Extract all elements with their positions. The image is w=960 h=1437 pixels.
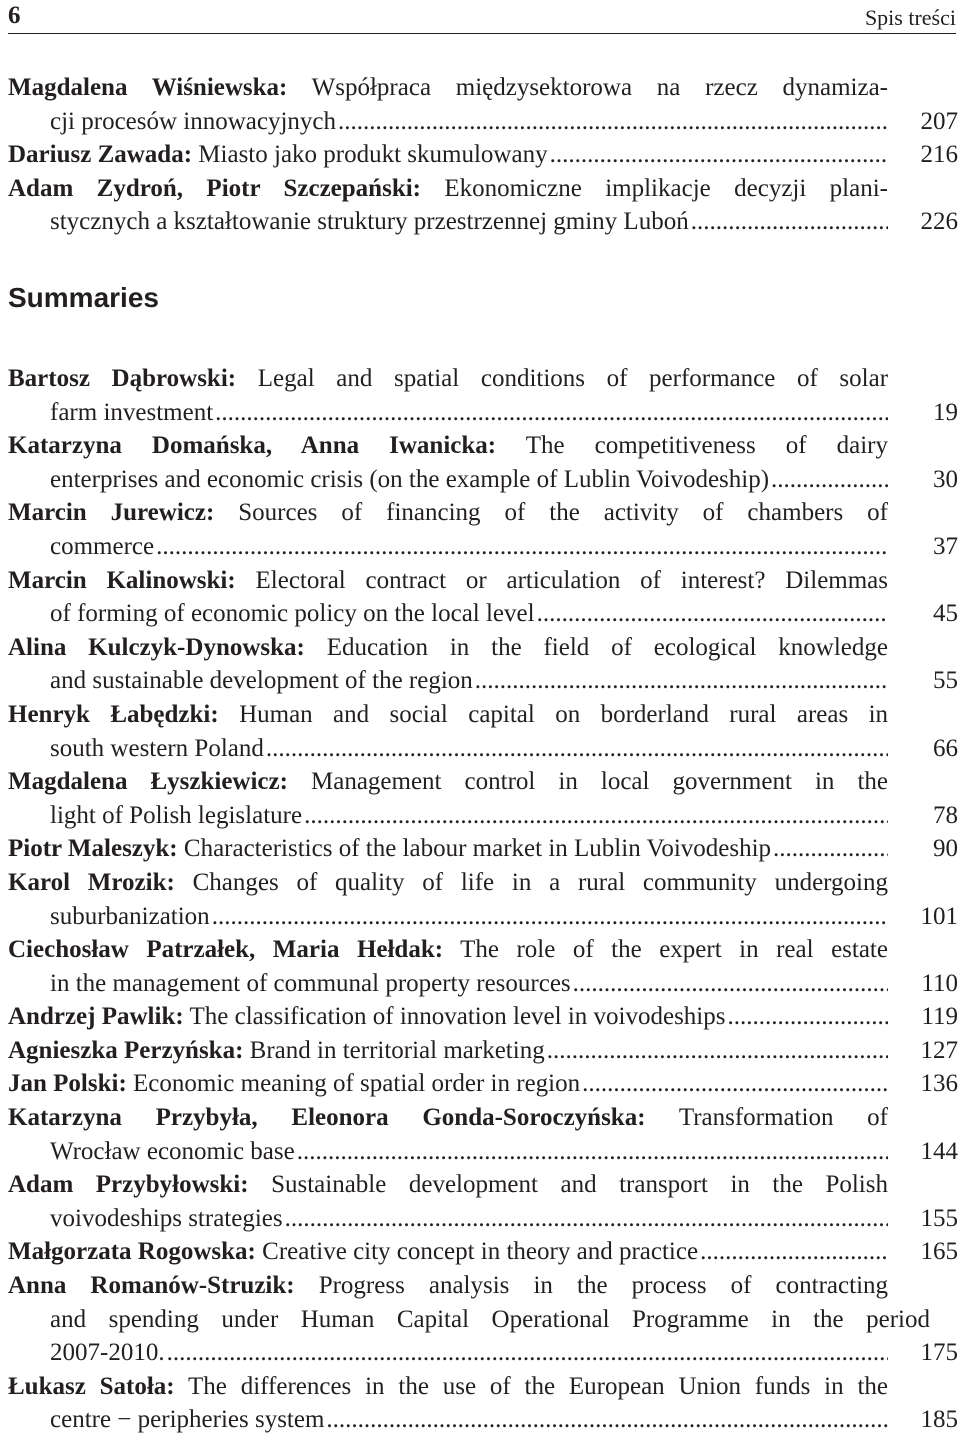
toc-entry-line	[8, 1202, 888, 1236]
toc-author: Katarzyna Domańska, Anna Iwanicka:	[8, 432, 497, 460]
toc-entry-line	[8, 765, 888, 799]
toc-author: Katarzyna Przybyła, Eleonora Gonda-Soroczyńska:	[8, 1104, 646, 1132]
toc-entry	[8, 1000, 958, 1034]
toc-page-number: 144	[920, 1137, 958, 1165]
toc-entry-line	[8, 496, 888, 530]
toc-title-text: Human and social capital on borderland rural areas in	[239, 700, 889, 728]
toc-entry-line	[8, 967, 888, 1001]
toc-author: Łukasz Satoła:	[8, 1372, 175, 1400]
toc-author: Alina Kulczyk-Dynowska:	[8, 633, 305, 661]
toc-entry	[8, 1235, 958, 1269]
toc-title-text: The classification of innovation level in voivodeships	[189, 1003, 726, 1031]
toc-entry	[8, 429, 958, 496]
toc-entry	[8, 866, 958, 933]
toc-title-text: Ekonomiczne implikacje decyzji plani-	[444, 174, 888, 202]
toc-page-number: 119	[921, 1003, 958, 1031]
toc-entry-line	[8, 362, 888, 396]
toc-title-text: Creative city concept in theory and practice	[262, 1238, 699, 1266]
toc-author: Karol Mrozik:	[8, 868, 175, 896]
toc-entry-line	[8, 1303, 930, 1337]
toc-entry	[8, 631, 958, 698]
running-header	[8, 0, 956, 34]
toc-page-number: 207	[920, 107, 958, 135]
toc-author: Magdalena Łyszkiewicz:	[8, 768, 288, 796]
toc-author: Ciechosław Patrzałek, Maria Hełdak:	[8, 936, 444, 964]
toc-page-number: 216	[920, 141, 958, 169]
toc-title-text: Progress analysis in the process of contracting	[318, 1272, 889, 1300]
toc-title-text: in the management of communal property resources	[50, 969, 571, 997]
toc-title-text: suburbanization	[50, 902, 210, 930]
toc-entry-line	[8, 1403, 888, 1437]
toc-list-summaries	[8, 362, 958, 1437]
toc-page-number: 165	[920, 1238, 958, 1266]
toc-title-text: centre − peripheries system	[50, 1406, 325, 1434]
toc-entry	[8, 1067, 958, 1101]
toc-entry-line	[8, 832, 888, 866]
toc-entry-line	[8, 396, 888, 430]
toc-entry-line	[8, 1269, 888, 1303]
toc-page-number: 55	[933, 667, 958, 695]
toc-entry-line	[8, 1034, 888, 1068]
toc-entry	[8, 698, 958, 765]
toc-author: Agnieszka Perzyńska:	[8, 1036, 244, 1064]
toc-title-text: light of Polish legislature	[50, 801, 303, 829]
toc-author: Dariusz Zawada:	[8, 141, 193, 169]
toc-author: Marcin Jurewicz:	[8, 499, 215, 527]
toc-title-text: Management control in local government in the	[311, 768, 888, 796]
toc-title-text: 2007-2010.	[50, 1339, 165, 1367]
toc-author: Adam Przybyłowski:	[8, 1171, 249, 1199]
toc-page-number: 226	[920, 208, 958, 236]
toc-title-text: of forming of economic policy on the local level	[50, 600, 535, 628]
toc-title-text: Sources of financing of the activity of chambers of	[238, 499, 888, 527]
toc-author: Małgorzata Rogowska:	[8, 1238, 256, 1266]
toc-list-polish	[8, 71, 958, 239]
toc-entry-line	[8, 698, 888, 732]
toc-entry	[8, 138, 958, 172]
toc-entry-line	[8, 1336, 888, 1370]
toc-entry-line	[8, 933, 888, 967]
toc-page-number: 45	[933, 600, 958, 628]
toc-entry-line	[8, 172, 888, 206]
toc-entry	[8, 1168, 958, 1235]
toc-author: Henryk Łabędzki:	[8, 700, 219, 728]
toc-page-number: 136	[920, 1070, 958, 1098]
toc-title-text: The role of the expert in real estate	[460, 936, 888, 964]
toc-entry	[8, 1034, 958, 1068]
toc-author: Jan Polski:	[8, 1070, 127, 1098]
toc-author: Andrzej Pawlik:	[8, 1003, 184, 1031]
toc-page-number: 101	[920, 902, 958, 930]
toc-author: Marcin Kalinowski:	[8, 566, 236, 594]
toc-title-text: Characteristics of the labour market in Lublin Voivodeship	[183, 835, 772, 863]
toc-title-text: enterprises and economic crisis (on the example of Lublin Voivodeship)	[50, 465, 770, 493]
toc-entry-line	[8, 799, 888, 833]
toc-author: Piotr Maleszyk:	[8, 835, 178, 863]
toc-entry-line	[8, 1135, 888, 1169]
toc-entry-line	[8, 597, 888, 631]
toc-title-text: Wrocław economic base	[50, 1137, 295, 1165]
toc-page-number: 175	[920, 1339, 958, 1367]
toc-entry	[8, 564, 958, 631]
toc-title-text: commerce	[50, 532, 155, 560]
section-heading: Summaries	[8, 282, 159, 313]
toc-entry-line	[8, 664, 888, 698]
toc-title-text: voivodeships strategies	[50, 1204, 283, 1232]
toc-entry	[8, 1269, 958, 1370]
toc-title-text: and sustainable development of the region	[50, 667, 473, 695]
toc-entry-line	[8, 900, 888, 934]
toc-entry-line	[8, 1168, 888, 1202]
toc-title-text: Brand in territorial marketing	[249, 1036, 545, 1064]
toc-title-text: The competitiveness of dairy	[525, 432, 888, 460]
toc-page-number: 90	[933, 835, 958, 863]
running-title: Spis treści	[864, 5, 956, 30]
toc-entry	[8, 1370, 958, 1437]
toc-entry	[8, 1101, 958, 1168]
toc-entry-line	[8, 463, 888, 497]
toc-author: Anna Romanów-Struzik:	[8, 1272, 295, 1300]
toc-title-text: stycznych a kształtowanie struktury przestrzennej gminy Luboń	[50, 208, 689, 236]
toc-page-number: 30	[933, 465, 958, 493]
toc-author: Bartosz Dąbrowski:	[8, 365, 237, 392]
toc-entry-line	[8, 1000, 888, 1034]
toc-entry-line	[8, 1101, 888, 1135]
toc-page-number: 155	[920, 1204, 958, 1232]
toc-entry	[8, 933, 958, 1000]
toc-author: Magdalena Wiśniewska:	[8, 74, 288, 101]
toc-entry-line	[8, 138, 888, 172]
toc-page-number: 66	[933, 734, 958, 762]
toc-page-number: 127	[920, 1036, 958, 1064]
page-number: 6	[8, 2, 21, 29]
toc-author: Adam Zydroń, Piotr Szczepański:	[8, 174, 421, 202]
toc-title-text: Education in the field of ecological knowledge	[326, 633, 888, 661]
toc-entry-line	[8, 530, 888, 564]
toc-entry-line	[8, 71, 888, 105]
toc-title-text: Legal and spatial conditions of performance of solar	[257, 365, 889, 392]
toc-entry-line	[8, 564, 888, 598]
toc-title-text: cji procesów innowacyjnych	[50, 107, 337, 135]
toc-entry-line	[8, 631, 888, 665]
toc-page-number: 37	[933, 532, 958, 560]
toc-title-text: Electoral contract or articulation of interest? Dilemmas	[255, 566, 889, 594]
toc-page-number: 78	[933, 801, 958, 829]
toc-entry-line	[8, 1067, 888, 1101]
toc-title-text: Sustainable development and transport in the Polish	[271, 1171, 888, 1199]
toc-title-text: and spending under Human Capital Operational Programme in the period	[50, 1305, 930, 1333]
toc-title-text: Współpraca międzysektorowa na rzecz dynamiza-	[311, 74, 888, 101]
toc-entry	[8, 172, 958, 239]
toc-entry-line	[8, 1370, 888, 1404]
toc-entry	[8, 832, 958, 866]
toc-page-number: 110	[921, 969, 958, 997]
toc-title-text: Miasto jako produkt skumulowany	[198, 141, 548, 169]
toc-entry	[8, 765, 958, 832]
toc-entry-line	[8, 732, 888, 766]
toc-title-text: south western Poland	[50, 734, 264, 762]
toc-title-text: Changes of quality of life in a rural community undergoing	[192, 868, 888, 896]
toc-page-number: 19	[933, 398, 958, 426]
toc-entry-line	[8, 429, 888, 463]
toc-page-number: 185	[920, 1406, 958, 1434]
toc-title-text: farm investment	[50, 398, 214, 426]
toc-entry-line	[8, 105, 888, 139]
toc-entry-line	[8, 1235, 888, 1269]
toc-entry-line	[8, 866, 888, 900]
toc-title-text: The differences in the use of the European Union funds in the	[188, 1372, 888, 1400]
toc-entry-line	[8, 205, 888, 239]
toc-entry	[8, 362, 958, 429]
toc-title-text: Economic meaning of spatial order in region	[133, 1070, 581, 1098]
toc-entry	[8, 496, 958, 563]
toc-title-text: Transformation of	[678, 1104, 888, 1132]
toc-entry	[8, 71, 958, 138]
